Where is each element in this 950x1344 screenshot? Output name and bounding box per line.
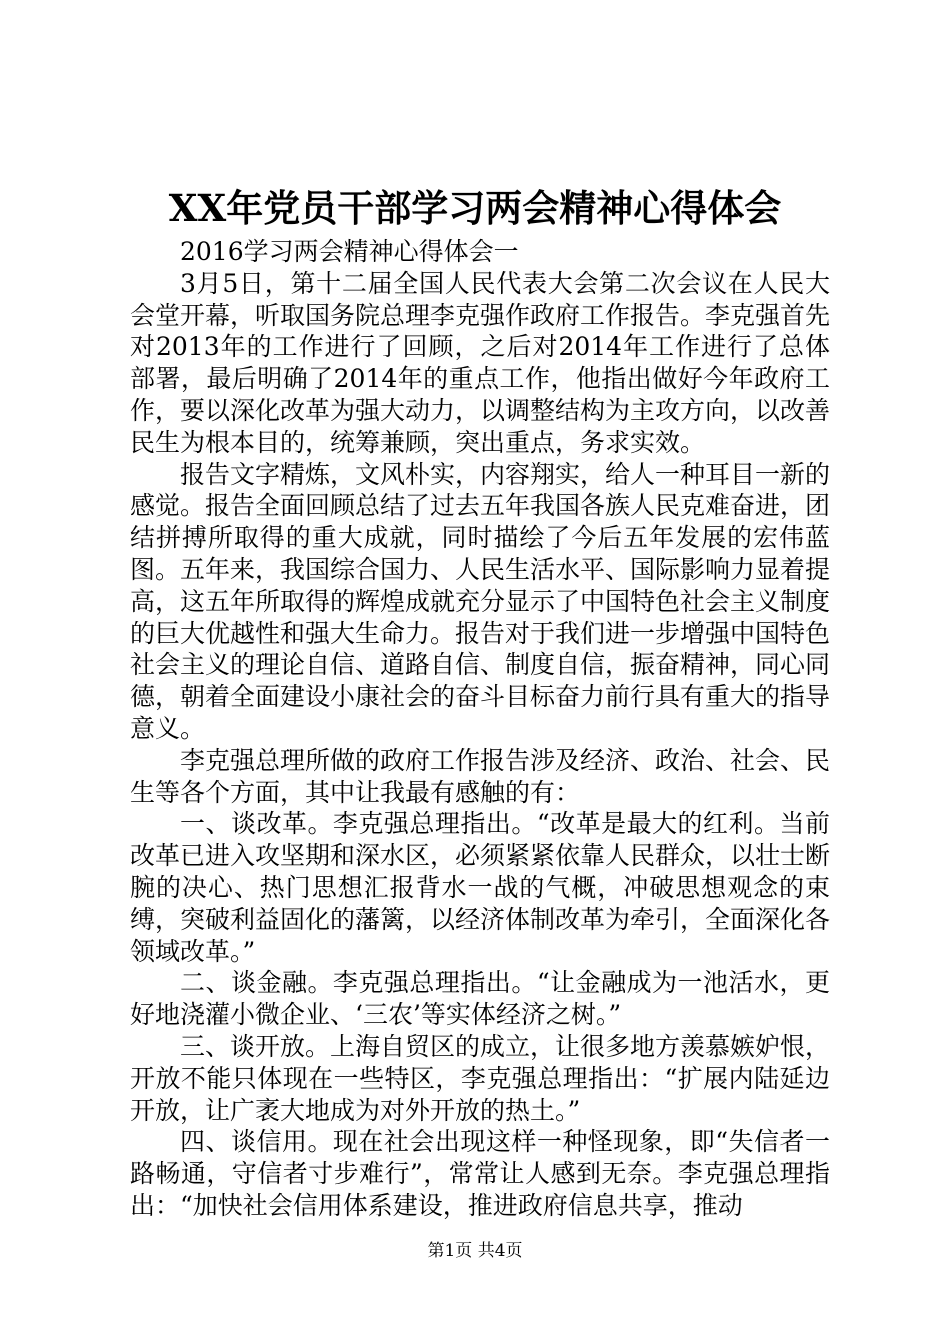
document-body: [130, 236, 830, 1222]
paragraph: 二、谈金融。李克强总理指出。“让金融成为一池活水，更好地浇灌小微企业、‘三农’等实体经济之树。”: [130, 968, 830, 1030]
paragraph: 李克强总理所做的政府工作报告涉及经济、政治、社会、民生等各个方面，其中让我最有感触的有：: [130, 745, 831, 807]
paragraph: 三、谈开放。上海自贸区的成立，让很多地方羡慕嫉妒恨，开放不能只体现在一些特区，李克强总理指出：“扩展内陆延边开放，让广袤大地成为对外开放的热土。”: [130, 1031, 831, 1125]
paragraph: 报告文字精炼，文风朴实，内容翔实，给人一种耳目一新的感觉。报告全面回顾总结了过去五年我国各族人民克难奋进，团结拼搏所取得的重大成就，同时描绘了今后五年发展的宏伟蓝图。五年来，我国综合国力、人民生活水平、国际影响力显着提高，这五年所取得的辉煌成就充分显示了中国特色社会主义制度的巨大优越性和强大生命力。报告对于我们进一步增强中国特色社会主义的理论自信、道路自信、制度自信，振奋精神，同心同德，朝着全面建设小康社会的奋斗目标奋力前行具有重大的指导意义。: [130, 459, 831, 743]
paragraph-subtitle: 2016学习两会精神心得体会一: [180, 237, 519, 266]
paragraph: 四、谈信用。现在社会出现这样一种怪现象，即“失信者一路畅通，守信者寸步难行”，常常让人感到无奈。李克强总理指出：“加快社会信用体系建设，推进政府信息共享，推动: [130, 1127, 830, 1220]
document-title: XX年党员干部学习两会精神心得体会: [168, 186, 782, 230]
paragraph: 3月5日，第十二届全国人民代表大会第二次会议在人民大会堂开幕，听取国务院总理李克强作政府工作报告。李克强首先对2013年的工作进行了回顾，之后对2014年工作进行了总体部署，最后明确了2014年的重点工作，他指出做好今年政府工作，要以深化改革为强大动力，以调整结构为主攻方向，以改善民生为根本目的，统筹兼顾，突出重点，务求实效。: [130, 268, 831, 457]
page-number-footer: 第1页 共4页: [427, 1241, 523, 1261]
paragraph: 一、谈改革。李克强总理指出。“改革是最大的红利。当前改革已进入攻坚期和深水区，必须紧紧依靠人民群众，以壮士断腕的决心、热门思想汇报背水一战的气概，冲破思想观念的束缚，突破利益固化的藩篱，以经济体制改革为牵引，全面深化各领域改革。”: [130, 809, 831, 966]
